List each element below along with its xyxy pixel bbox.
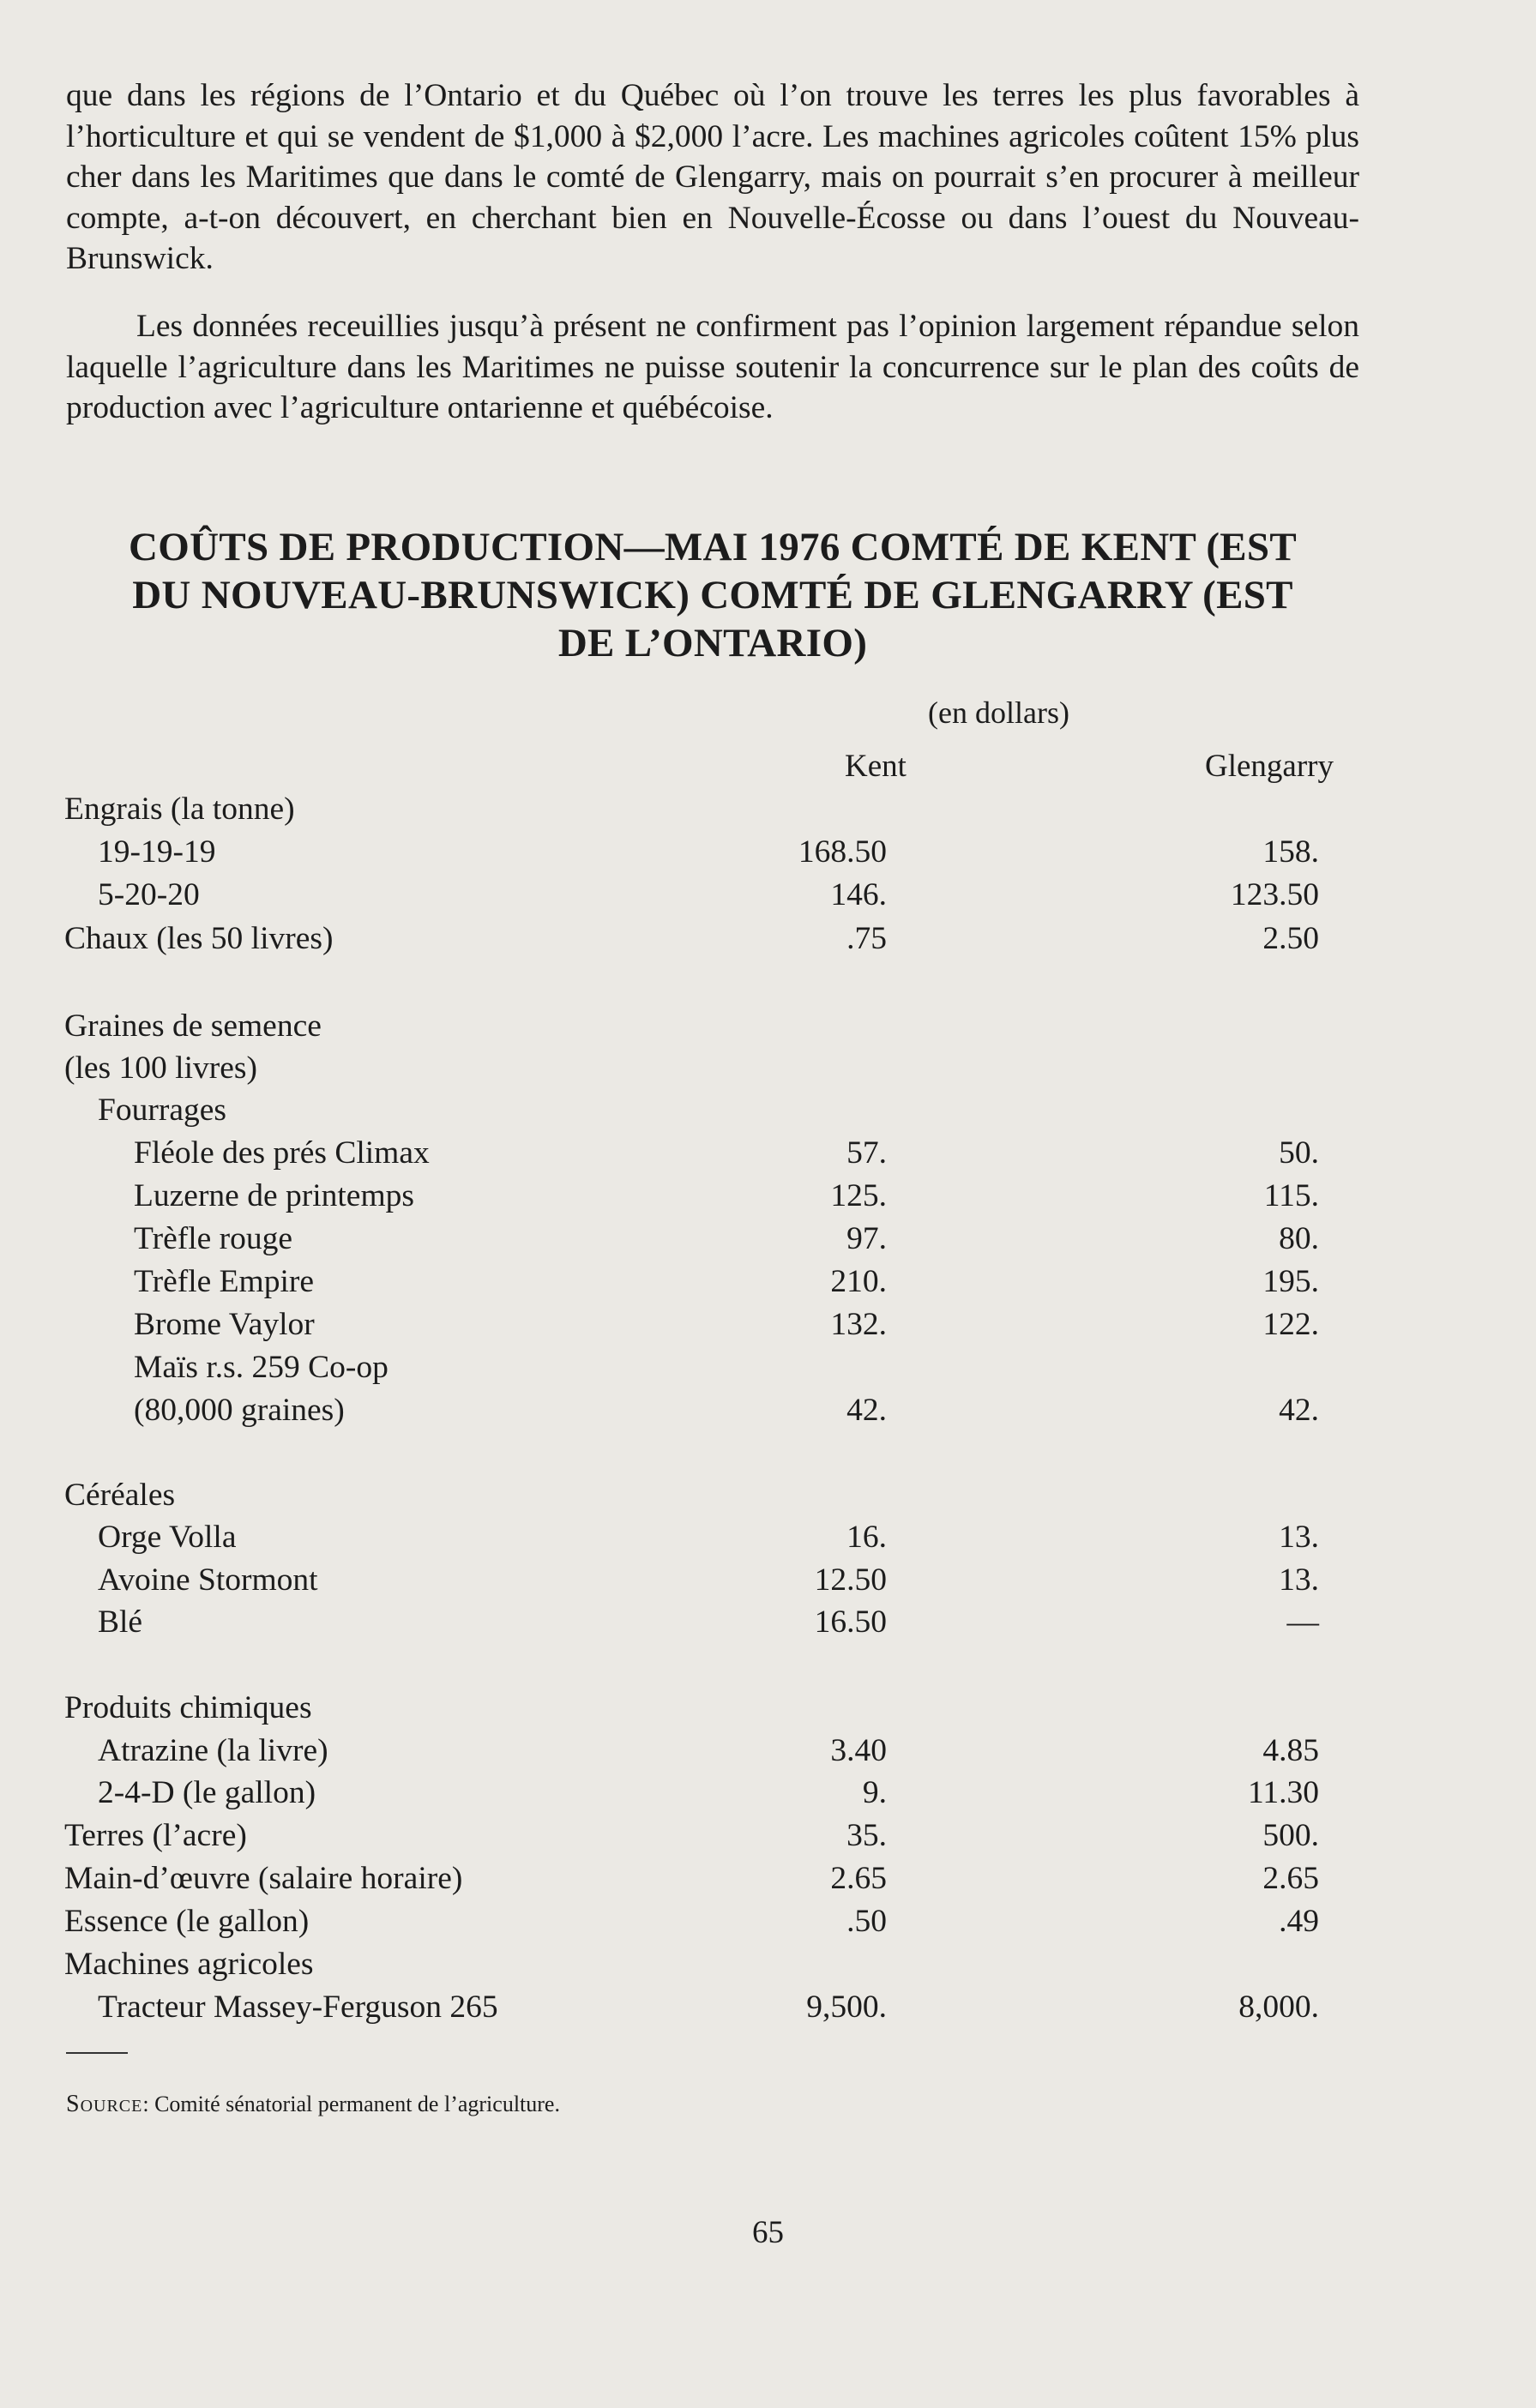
row-label: Orge Volla bbox=[98, 1520, 237, 1555]
row-label: Main-d’œuvre (salaire horaire) bbox=[64, 1861, 463, 1896]
kent-value: 16.50 bbox=[814, 1604, 887, 1640]
kent-value: 42. bbox=[846, 1393, 887, 1428]
source-text: : Comité sénatorial permanent de l’agriculture. bbox=[142, 2092, 560, 2116]
kent-value: 3.40 bbox=[830, 1733, 887, 1768]
table-row bbox=[0, 1349, 1536, 1392]
page-number: 65 bbox=[752, 2215, 784, 2250]
glengarry-value: 500. bbox=[1262, 1818, 1319, 1853]
glengarry-value: 2.50 bbox=[1262, 921, 1319, 956]
row-label: 2-4-D (le gallon) bbox=[98, 1775, 316, 1810]
glengarry-value: 158. bbox=[1262, 834, 1319, 870]
table-row bbox=[0, 1817, 1536, 1860]
table-row bbox=[0, 1050, 1536, 1093]
table-row bbox=[0, 1306, 1536, 1349]
row-label: 5-20-20 bbox=[98, 877, 200, 912]
kent-value: .50 bbox=[846, 1904, 887, 1939]
row-label: Céréales bbox=[64, 1478, 176, 1513]
row-label: Engrais (la tonne) bbox=[64, 792, 295, 827]
kent-value: 12.50 bbox=[814, 1562, 887, 1598]
glengarry-value: 2.65 bbox=[1262, 1861, 1319, 1896]
row-label: Machines agricoles bbox=[64, 1947, 314, 1982]
glengarry-value: 13. bbox=[1279, 1562, 1319, 1598]
kent-value: 125. bbox=[830, 1178, 887, 1213]
kent-value: 9,500. bbox=[806, 1990, 887, 2025]
kent-value: .75 bbox=[846, 921, 887, 956]
source-note bbox=[66, 2091, 560, 2118]
kent-value: 57. bbox=[846, 1135, 887, 1171]
row-label: (80,000 graines) bbox=[134, 1393, 345, 1428]
table-row bbox=[0, 1989, 1536, 2032]
row-label: Trèfle rouge bbox=[134, 1221, 293, 1256]
table-row bbox=[0, 1177, 1536, 1220]
row-label: Essence (le gallon) bbox=[64, 1904, 310, 1939]
table-title-line-2: DU NOUVEAU-BRUNSWICK) COMTÉ DE GLENGARRY (EST bbox=[132, 573, 1293, 617]
table-row bbox=[0, 834, 1536, 876]
column-header-kent: Kent bbox=[845, 749, 907, 784]
glengarry-value: 195. bbox=[1262, 1264, 1319, 1299]
table-row bbox=[0, 1774, 1536, 1817]
table-row bbox=[0, 1860, 1536, 1903]
table-title-line-3: DE L’ONTARIO) bbox=[557, 621, 868, 665]
table-row bbox=[0, 1732, 1536, 1775]
table-row bbox=[0, 1092, 1536, 1135]
kent-value: 168.50 bbox=[798, 834, 887, 870]
kent-value: 2.65 bbox=[830, 1861, 887, 1896]
table-row bbox=[0, 1263, 1536, 1306]
body-paragraph-2: Les données receuillies jusqu’à présent ne confirment pas l’opinion largement répandue selon laquelle l’agriculture dans les Maritimes ne puisse soutenir la concurrence sur le plan des coûts de production avec l’agriculture ontarienne et québécoise. bbox=[66, 309, 1359, 425]
table-row bbox=[0, 1903, 1536, 1946]
kent-value: 9. bbox=[862, 1775, 887, 1810]
glengarry-value: — bbox=[1286, 1604, 1319, 1640]
glengarry-value: 11.30 bbox=[1248, 1775, 1319, 1810]
row-label: Fléole des prés Climax bbox=[134, 1135, 430, 1171]
table-row bbox=[0, 1562, 1536, 1604]
glengarry-value: 8,000. bbox=[1238, 1990, 1319, 2025]
kent-value: 16. bbox=[846, 1520, 887, 1555]
kent-value: 146. bbox=[830, 877, 887, 912]
table-row bbox=[0, 1220, 1536, 1263]
kent-value: 97. bbox=[846, 1221, 887, 1256]
row-label: Maïs r.s. 259 Co-op bbox=[134, 1350, 389, 1385]
row-label: Fourrages bbox=[98, 1093, 226, 1128]
row-label: (les 100 livres) bbox=[64, 1050, 257, 1086]
table-row bbox=[0, 920, 1536, 963]
row-label: Avoine Stormont bbox=[98, 1562, 318, 1598]
table-row bbox=[0, 1946, 1536, 1989]
table-row bbox=[0, 1392, 1536, 1435]
table-row bbox=[0, 1135, 1536, 1177]
body-paragraph-1: que dans les régions de l’Ontario et du Québec où l’on trouve les terres les plus favorables à l’horticulture et qui se vendent de $1,000 à $2,000 l’acre. Les machines agricoles coûtent 15% plus cher dans les Maritimes que dans le comté de Glengarry, mais on pourrait s’en procurer à meilleur compte, a-t-on découvert, en cherchant bien en Nouvelle-Écosse ou dans l’ouest du Nouveau-Brunswick. bbox=[66, 78, 1359, 276]
glengarry-value: 80. bbox=[1279, 1221, 1319, 1256]
table-row bbox=[0, 791, 1536, 834]
kent-value: 132. bbox=[830, 1307, 887, 1342]
kent-value: 35. bbox=[846, 1818, 887, 1853]
glengarry-value: .49 bbox=[1279, 1904, 1319, 1939]
row-label: 19-19-19 bbox=[98, 834, 216, 870]
row-label: Chaux (les 50 livres) bbox=[64, 921, 334, 956]
table-row bbox=[0, 1477, 1536, 1520]
column-header-glengarry: Glengarry bbox=[1205, 749, 1334, 784]
glengarry-value: 4.85 bbox=[1262, 1733, 1319, 1768]
glengarry-value: 122. bbox=[1262, 1307, 1319, 1342]
glengarry-value: 42. bbox=[1279, 1393, 1319, 1428]
table-row bbox=[0, 876, 1536, 919]
row-label: Luzerne de printemps bbox=[134, 1178, 414, 1213]
row-label: Atrazine (la livre) bbox=[98, 1733, 328, 1768]
footnote-rule bbox=[66, 2052, 128, 2054]
table-row bbox=[0, 1604, 1536, 1646]
row-label: Brome Vaylor bbox=[134, 1307, 315, 1342]
table-title bbox=[66, 523, 1359, 667]
glengarry-value: 123.50 bbox=[1230, 877, 1319, 912]
source-label: Source bbox=[66, 2091, 143, 2117]
table-row bbox=[0, 1689, 1536, 1732]
row-label: Blé bbox=[98, 1604, 143, 1640]
table-row bbox=[0, 1008, 1536, 1050]
unit-note: (en dollars) bbox=[928, 695, 1069, 730]
row-label: Tracteur Massey-Ferguson 265 bbox=[98, 1990, 498, 2025]
row-label: Trèfle Empire bbox=[134, 1264, 315, 1299]
table-row bbox=[0, 1519, 1536, 1562]
glengarry-value: 115. bbox=[1263, 1178, 1319, 1213]
glengarry-value: 50. bbox=[1279, 1135, 1319, 1171]
glengarry-value: 13. bbox=[1279, 1520, 1319, 1555]
row-label: Terres (l’acre) bbox=[64, 1818, 247, 1853]
row-label: Graines de semence bbox=[64, 1008, 322, 1044]
table-title-line-1: COÛTS DE PRODUCTION—MAI 1976 COMTÉ DE KENT (EST bbox=[128, 525, 1298, 569]
row-label: Produits chimiques bbox=[64, 1690, 312, 1725]
kent-value: 210. bbox=[830, 1264, 887, 1299]
